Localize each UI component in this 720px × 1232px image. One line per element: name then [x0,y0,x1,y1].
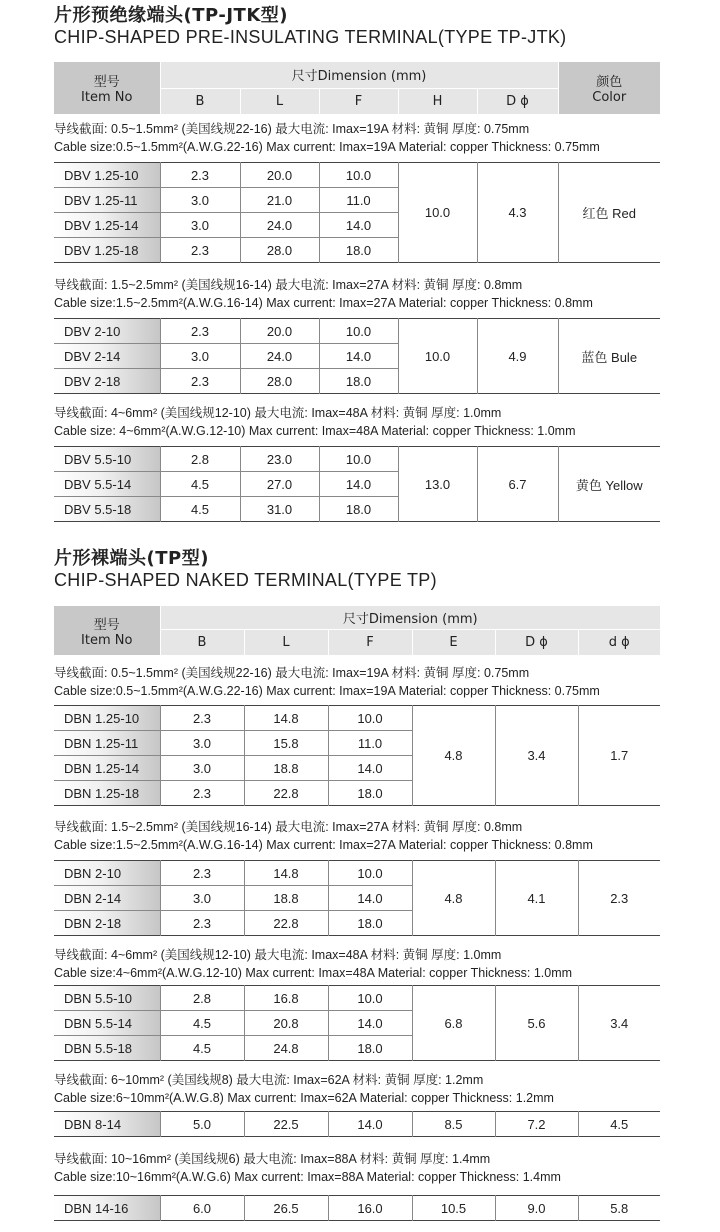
f-cell: 14.0 [319,213,398,238]
l-cell: 18.8 [244,886,328,911]
table-row [54,706,660,731]
item-cell: DBN 14-16 [54,1196,160,1221]
group-table [54,985,660,1061]
l-cell: 21.0 [240,188,319,213]
header-model-zh: 型号 [93,617,120,633]
item-cell: DBV 5.5-18 [54,497,160,522]
f-cell: 14.0 [319,344,398,369]
item-cell: DBV 2-14 [54,344,160,369]
item-cell: DBN 2-10 [54,861,160,886]
header-model-en: Item No [81,632,133,648]
spec-block [54,946,572,982]
item-cell: DBN 8-14 [54,1112,160,1137]
l-cell: 20.8 [244,1011,328,1036]
table-row [54,319,660,344]
header-col-e: E [412,629,495,655]
l-cell: 22.8 [244,781,328,806]
b-cell: 2.8 [160,986,244,1011]
h-cell: 13.0 [398,447,477,522]
table-row [54,447,660,472]
f-cell: 14.0 [328,886,412,911]
b-cell: 2.3 [160,163,240,188]
b-cell: 3.0 [160,213,240,238]
group-table [54,1111,660,1137]
l-cell: 24.8 [244,1036,328,1061]
b-cell: 2.3 [160,706,244,731]
l-cell: 22.8 [244,911,328,936]
b-cell: 3.0 [160,756,244,781]
spec-block [54,276,593,312]
f-cell: 10.0 [319,319,398,344]
group-table [54,318,660,394]
b-cell: 2.3 [160,781,244,806]
h-cell: 10.0 [398,319,477,394]
b-cell: 4.5 [160,497,240,522]
l-cell: 24.0 [240,344,319,369]
e-cell: 4.8 [412,861,495,936]
item-cell: DBN 1.25-11 [54,731,160,756]
f-cell: 10.0 [328,986,412,1011]
l-cell: 24.0 [240,213,319,238]
l-cell: 20.0 [240,163,319,188]
big-d-cell: 5.6 [495,986,578,1061]
item-cell: DBN 1.25-10 [54,706,160,731]
header-col-d: D ϕ [477,88,558,114]
f-cell: 14.0 [328,1112,412,1137]
header-col-h: H [398,88,477,114]
b-cell: 4.5 [160,1036,244,1061]
e-cell: 4.8 [412,706,495,806]
b-cell: 3.0 [160,731,244,756]
header-col-b: B [160,88,240,114]
b-cell: 2.3 [160,369,240,394]
spec-block [54,1071,554,1107]
spec-zh: 导线截面: 10~16mm² (美国线规6) 最大电流: Imax=88A 材料: 黄铜 厚度: 1.4mm [54,1152,491,1166]
spec-zh: 导线截面: 4~6mm² (美国线规12-10) 最大电流: Imax=48A 材料: 黄铜 厚度: 1.0mm [54,406,502,420]
f-cell: 11.0 [328,731,412,756]
header-dimension: 尺寸Dimension (mm) [160,62,558,88]
title-en: CHIP-SHAPED PRE-INSULATING TERMINAL(TYPE TP-JTK) [54,26,567,47]
table-row [54,163,660,188]
l-cell: 28.0 [240,369,319,394]
header-col-b: B [160,629,244,655]
small-d-cell: 4.5 [578,1112,660,1137]
table-row [54,1112,660,1137]
title-en: CHIP-SHAPED NAKED TERMINAL(TYPE TP) [54,569,437,590]
item-cell: DBN 2-14 [54,886,160,911]
d-cell: 6.7 [477,447,558,522]
item-cell: DBV 1.25-11 [54,188,160,213]
color-cell: 黄色 Yellow [558,447,660,522]
l-cell: 27.0 [240,472,319,497]
group-table [54,1195,660,1221]
l-cell: 31.0 [240,497,319,522]
spec-en: Cable size: 4~6mm²(A.W.G.12-10) Max current: Imax=48A Material: copper Thickness: 1.0mm [54,424,576,438]
header-color [558,62,660,114]
e-cell: 10.5 [412,1196,495,1221]
header-color-en: Color [592,90,627,105]
big-d-cell: 4.1 [495,861,578,936]
item-cell: DBN 5.5-10 [54,986,160,1011]
color-cell: 蓝色 Bule [558,319,660,394]
item-cell: DBN 1.25-14 [54,756,160,781]
spec-en: Cable size:1.5~2.5mm²(A.W.G.16-14) Max current: Imax=27A Material: copper Thickness: 0.8mm [54,838,593,852]
l-cell: 20.0 [240,319,319,344]
l-cell: 16.8 [244,986,328,1011]
f-cell: 14.0 [328,756,412,781]
l-cell: 14.8 [244,861,328,886]
f-cell: 10.0 [319,447,398,472]
spec-zh: 导线截面: 0.5~1.5mm² (美国线规22-16) 最大电流: Imax=19A 材料: 黄铜 厚度: 0.75mm [54,666,530,680]
section-title-jtk [54,6,566,47]
e-cell: 8.5 [412,1112,495,1137]
header-model [54,62,160,114]
color-cell: 红色 Red [558,163,660,263]
f-cell: 18.0 [328,781,412,806]
h-cell: 10.0 [398,163,477,263]
title-zh: 片形裸端头(TP型) [54,548,209,569]
spec-block [54,818,593,854]
f-cell: 14.0 [319,472,398,497]
l-cell: 15.8 [244,731,328,756]
table-row [54,861,660,886]
header-model [54,606,160,655]
b-cell: 4.5 [160,1011,244,1036]
b-cell: 4.5 [160,472,240,497]
b-cell: 2.3 [160,861,244,886]
f-cell: 18.0 [319,497,398,522]
item-cell: DBV 1.25-14 [54,213,160,238]
spec-zh: 导线截面: 4~6mm² (美国线规12-10) 最大电流: Imax=48A 材料: 黄铜 厚度: 1.0mm [54,948,502,962]
item-cell: DBV 2-10 [54,319,160,344]
b-cell: 2.3 [160,319,240,344]
spec-zh: 导线截面: 1.5~2.5mm² (美国线规16-14) 最大电流: Imax=27A 材料: 黄铜 厚度: 0.8mm [54,820,523,834]
spec-block [54,404,576,440]
item-cell: DBV 5.5-10 [54,447,160,472]
table-row [54,1196,660,1221]
spec-en: Cable size:6~10mm²(A.W.G.8) Max current: Imax=62A Material: copper Thickness: 1.2mm [54,1091,554,1105]
item-cell: DBV 1.25-10 [54,163,160,188]
l-cell: 26.5 [244,1196,328,1221]
e-cell: 6.8 [412,986,495,1061]
header-col-f: F [319,88,398,114]
table-row [54,986,660,1011]
item-cell: DBV 5.5-14 [54,472,160,497]
b-cell: 6.0 [160,1196,244,1221]
small-d-cell: 1.7 [578,706,660,806]
b-cell: 3.0 [160,188,240,213]
item-cell: DBV 1.25-18 [54,238,160,263]
header-model-en: Item No [81,90,133,105]
small-d-cell: 5.8 [578,1196,660,1221]
header-col-small-d: d ϕ [578,629,660,655]
header-dimension: 尺寸Dimension (mm) [160,606,660,629]
item-cell: DBN 5.5-14 [54,1011,160,1036]
b-cell: 2.8 [160,447,240,472]
spec-en: Cable size:1.5~2.5mm²(A.W.G.16-14) Max current: Imax=27A Material: copper Thickness: 0.8mm [54,296,593,310]
d-cell: 4.3 [477,163,558,263]
header-table-jtk [54,62,660,114]
group-table [54,162,660,263]
f-cell: 18.0 [319,369,398,394]
l-cell: 22.5 [244,1112,328,1137]
section-title-tp [54,549,437,590]
header-col-f: F [328,629,412,655]
f-cell: 14.0 [328,1011,412,1036]
spec-block [54,1150,561,1186]
header-col-l: L [240,88,319,114]
f-cell: 10.0 [328,706,412,731]
f-cell: 18.0 [328,1036,412,1061]
b-cell: 2.3 [160,911,244,936]
f-cell: 16.0 [328,1196,412,1221]
small-d-cell: 3.4 [578,986,660,1061]
item-cell: DBN 1.25-18 [54,781,160,806]
b-cell: 2.3 [160,238,240,263]
small-d-cell: 2.3 [578,861,660,936]
spec-zh: 导线截面: 0.5~1.5mm² (美国线规22-16) 最大电流: Imax=19A 材料: 黄铜 厚度: 0.75mm [54,122,530,136]
spec-zh: 导线截面: 6~10mm² (美国线规8) 最大电流: Imax=62A 材料: 黄铜 厚度: 1.2mm [54,1073,484,1087]
l-cell: 18.8 [244,756,328,781]
f-cell: 11.0 [319,188,398,213]
b-cell: 5.0 [160,1112,244,1137]
f-cell: 18.0 [328,911,412,936]
group-table [54,446,660,522]
f-cell: 10.0 [328,861,412,886]
d-cell: 4.9 [477,319,558,394]
l-cell: 23.0 [240,447,319,472]
big-d-cell: 3.4 [495,706,578,806]
l-cell: 28.0 [240,238,319,263]
spec-block [54,664,600,700]
group-table [54,860,660,936]
l-cell: 14.8 [244,706,328,731]
title-zh: 片形预绝缘端头(TP-JTK型) [54,5,289,26]
f-cell: 10.0 [319,163,398,188]
spec-en: Cable size:0.5~1.5mm²(A.W.G.22-16) Max current: Imax=19A Material: copper Thickness: 0.75mm [54,140,600,154]
header-color-zh: 颜色 [596,75,623,90]
header-col-big-d: D ϕ [495,629,578,655]
item-cell: DBV 2-18 [54,369,160,394]
header-col-l: L [244,629,328,655]
item-cell: DBN 5.5-18 [54,1036,160,1061]
f-cell: 18.0 [319,238,398,263]
group-table [54,705,660,806]
big-d-cell: 9.0 [495,1196,578,1221]
spec-block [54,120,600,156]
header-model-zh: 型号 [93,75,120,90]
spec-en: Cable size:0.5~1.5mm²(A.W.G.22-16) Max current: Imax=19A Material: copper Thickness: 0.75mm [54,684,600,698]
spec-zh: 导线截面: 1.5~2.5mm² (美国线规16-14) 最大电流: Imax=27A 材料: 黄铜 厚度: 0.8mm [54,278,523,292]
spec-en: Cable size:10~16mm²(A.W.G.6) Max current: Imax=88A Material: copper Thickness: 1.4mm [54,1170,561,1184]
header-table-tp [54,606,660,655]
b-cell: 3.0 [160,344,240,369]
b-cell: 3.0 [160,886,244,911]
item-cell: DBN 2-18 [54,911,160,936]
big-d-cell: 7.2 [495,1112,578,1137]
spec-en: Cable size:4~6mm²(A.W.G.12-10) Max current: Imax=48A Material: copper Thickness: 1.0mm [54,966,573,980]
